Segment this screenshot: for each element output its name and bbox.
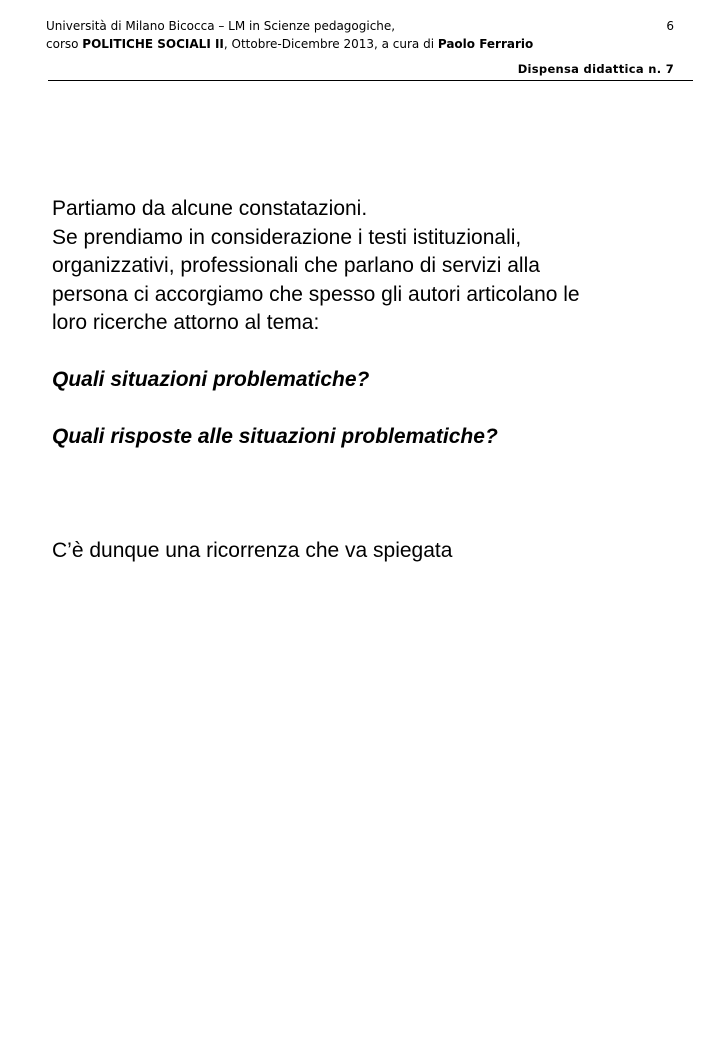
question-situations: Quali situazioni problematiche? (52, 368, 370, 391)
header-divider (48, 80, 693, 81)
body-text (52, 195, 682, 565)
dispensa-label: Dispensa didattica n. 7 (517, 62, 674, 76)
intro-line-4: persona ci accorgiamo che spesso gli autori articolano le (52, 282, 580, 306)
header-university-line: Università di Milano Bicocca – LM in Scienze pedagogiche, (46, 19, 396, 33)
intro-line-2: Se prendiamo in considerazione i testi istituzionali, (52, 225, 522, 249)
header-author: Paolo Ferrario (437, 37, 534, 51)
intro-line-1: Partiamo da alcune constatazioni. (52, 197, 368, 220)
header-course-line (46, 35, 674, 53)
header-course-name: POLITICHE SOCIALI II (82, 37, 224, 51)
page-header (46, 17, 674, 53)
page-number: 6 (666, 19, 674, 33)
question-responses: Quali risposte alle situazioni problematiche? (52, 425, 498, 448)
header-course-dates: , Ottobre-Dicembre 2013, a cura di (223, 37, 438, 51)
intro-line-3: organizzativi, professionali che parlano di servizi alla (52, 254, 540, 277)
closing-statement: C’è dunque una ricorrenza che va spiegata (52, 538, 453, 562)
intro-line-5: loro ricerche attorno al tema: (52, 311, 320, 334)
header-course-prefix: corso (46, 37, 83, 51)
